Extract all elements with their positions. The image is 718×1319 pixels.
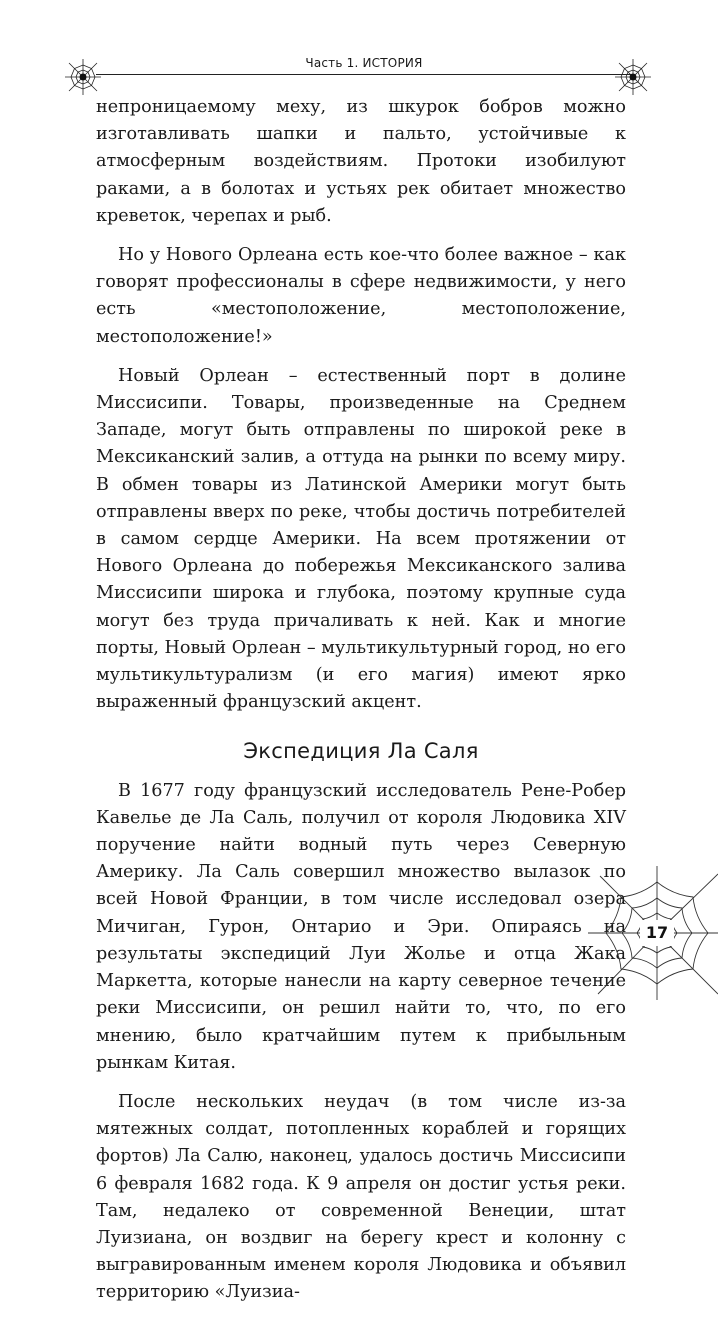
- paragraph: Но у Нового Орлеана есть кое-что более важное – как говорят профессионалы в сфере недвижимости, у него есть «местоположение, местоположение, местоположение!»: [96, 245, 626, 347]
- spider-web-icon: [614, 58, 652, 96]
- spider-web-icon: [64, 58, 102, 96]
- paragraph: непроницаемому меху, из шкурок бобров можно изготавливать шапки и пальто, устойчивые к атмосферным воздействиям. Протоки изобилуют раками, а в болотах и устьях рек обитает множество креветок, черепах и рыб.: [96, 97, 626, 226]
- header-rule: [96, 74, 632, 75]
- running-title: Часть 1. ИСТОРИЯ: [305, 56, 423, 70]
- page-number: 17: [640, 920, 674, 946]
- paragraph: В 1677 году французский исследователь Рене-Робер Кавелье де Ла Саль, получил от короля Людовика XIV поручение найти водный путь через Северную Америку. Ла Саль совершил множество вылазок по всей Новой Франции, в том числе исследовал озера Мичиган, Гурон, Онтарио и Эри. Опираясь на результаты экспедиций Луи Жолье и отца Жака Маркетта, которые нанесли на карту северное течение реки Миссисипи, он решил найти то, что, по его мнению, было кратчайшим путем к прибыльным рынкам Китая.: [96, 780, 626, 1073]
- running-header: [96, 52, 632, 78]
- main-text: [96, 94, 626, 1319]
- section-heading: Экспедиция Ла Саля: [243, 739, 479, 764]
- paragraph: Новый Орлеан – естественный порт в долине Миссисипи. Товары, произведенные на Среднем Западе, могут быть отправлены по широкой реке в Мексиканский залив, а оттуда на рынки по всему миру. В обмен товары из Латинской Америки могут быть отправлены вверх по реке, чтобы достичь потребителей в самом сердце Америки. На всем протяжении от Нового Орлеана до побережья Мексиканского залива Миссисипи широка и глубока, поэтому крупные суда могут без труда причаливать к ней. Как и многие порты, Новый Орлеан – мультикультурный город, но его мультикультурализм (и его магия) имеют ярко выраженный французский акцент.: [96, 365, 626, 713]
- paragraph: После нескольких неудач (в том числе из-за мятежных солдат, потопленных кораблей и горящих фортов) Ла Салю, наконец, удалось достичь Миссисипи 6 февраля 1682 года. К 9 апреля он достиг устья реки. Там, недалеко от современной Венеции, штат Луизиана, он воздвиг на берегу крест и колонну с выгравированным именем короля Людовика и объявил территорию «Луизиа-: [96, 1091, 626, 1303]
